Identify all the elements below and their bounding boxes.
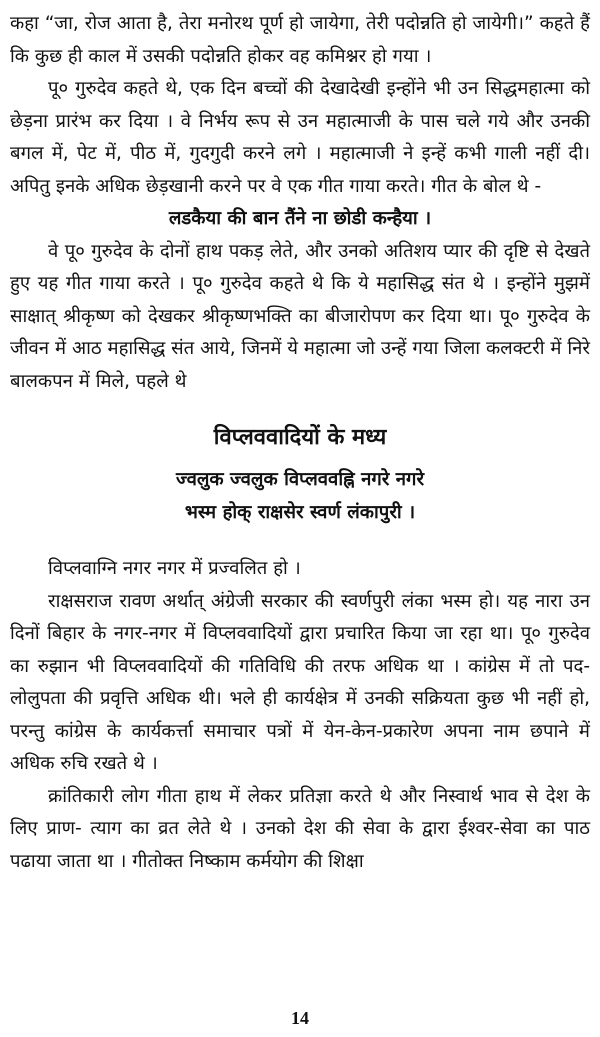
paragraph-gita-pledge: क्रांतिकारी लोग गीता हाथ में लेकर प्रतिज्ञा करते थे और निस्वार्थ भाव से देश के लिए प्राण- त्याग का व्रत लेते थे । उनको देश की सेवा के द्वारा ईश्वर-सेवा का पाठ पढाया जाता था । गीतोक्त निष्काम कर्मयोग की शिक्षा: [10, 785, 590, 872]
song-line: लडकैया की बान तैंने ना छोडी कन्हैया ।: [168, 208, 432, 229]
paragraph-gurudev-sage: पू० गुरुदेव कहते थे, एक दिन बच्चों की देखादेखी इन्होंने भी उन सिद्धमहात्मा को छेड़ना प्रारंभ कर दिया । वे निर्भय रूप से उन महात्माजी के पास चले गये और उनकी बगल में, पेट में, पीठ में, गुदगुदी करने लगे । महात्माजी ने इन्हें कभी गाली नहीं दी। अपितु इनके अधिक छेड़खानी करने पर वे एक गीत गाया करते। गीत के बोल थे -: [10, 78, 590, 197]
paragraph-revolutionaries: राक्षसराज रावण अर्थात् अंग्रेजी सरकार की स्वर्णपुरी लंका भस्म हो। यह नारा उन दिनों बिहार के नगर-नगर में विप्लववादियों द्वारा प्रचारित किया जा रहा था। पू० गुरुदेव का रुझान भी विप्लववादियों की गतिविधि की तरफ अधिक था । कांग्रेस में तो पद-लोलुपता की प्रवृत्ति अधिक थी। भले ही कार्यक्षेत्र में उनकी सक्रियता कुछ भी नहीं हो, परन्तु कांग्रेस के कार्यकर्त्ता समाचार पत्रों में येन-केन-प्रकारेण अपना नाम छपाने में अधिक रुचि रखते थे ।: [10, 590, 590, 774]
verse-line-2: भस्म होक् राक्षसेर स्वर्ण लंकापुरी ।: [184, 501, 416, 523]
paragraph-translation: विप्लवाग्नि नगर नगर में प्रज्वलित हो ।: [48, 558, 301, 579]
paragraph-continued: कहा “जा, रोज आता है, तेरा मनोरथ पूर्ण हो जायेगा, तेरी पदोन्नति हो जायेगी।” कहते हैं कि कुछ ही काल में उसकी पदोन्नति होकर वह कमिश्नर हो गया ।: [10, 13, 590, 67]
verse-line-1: ज्वलुक ज्वलुक विप्लववह्नि नगरे नगरे: [175, 469, 425, 490]
page-number: 14: [291, 1008, 309, 1028]
section-heading: विप्लववादियों के मध्य: [213, 425, 387, 450]
paragraph-mahasiddha: वे पू० गुरुदेव के दोनों हाथ पकड़ लेते, और उनको अतिशय प्यार की दृष्टि से देखते हुए यह गीत गाया करते । पू० गुरुदेव कहते थे कि ये महासिद्ध संत थे । इन्होंने मुझमें साक्षात् श्रीकृष्ण को देखकर श्रीकृष्णभक्ति का बीजारोपण कर दिया था। पू० गुरुदेव के जीवन में आठ महासिद्ध संत आये, जिनमें ये महात्मा जो उन्हें गया जिला कलक्टरी में निरे बालकपन में मिले, पहले थे: [10, 240, 590, 392]
